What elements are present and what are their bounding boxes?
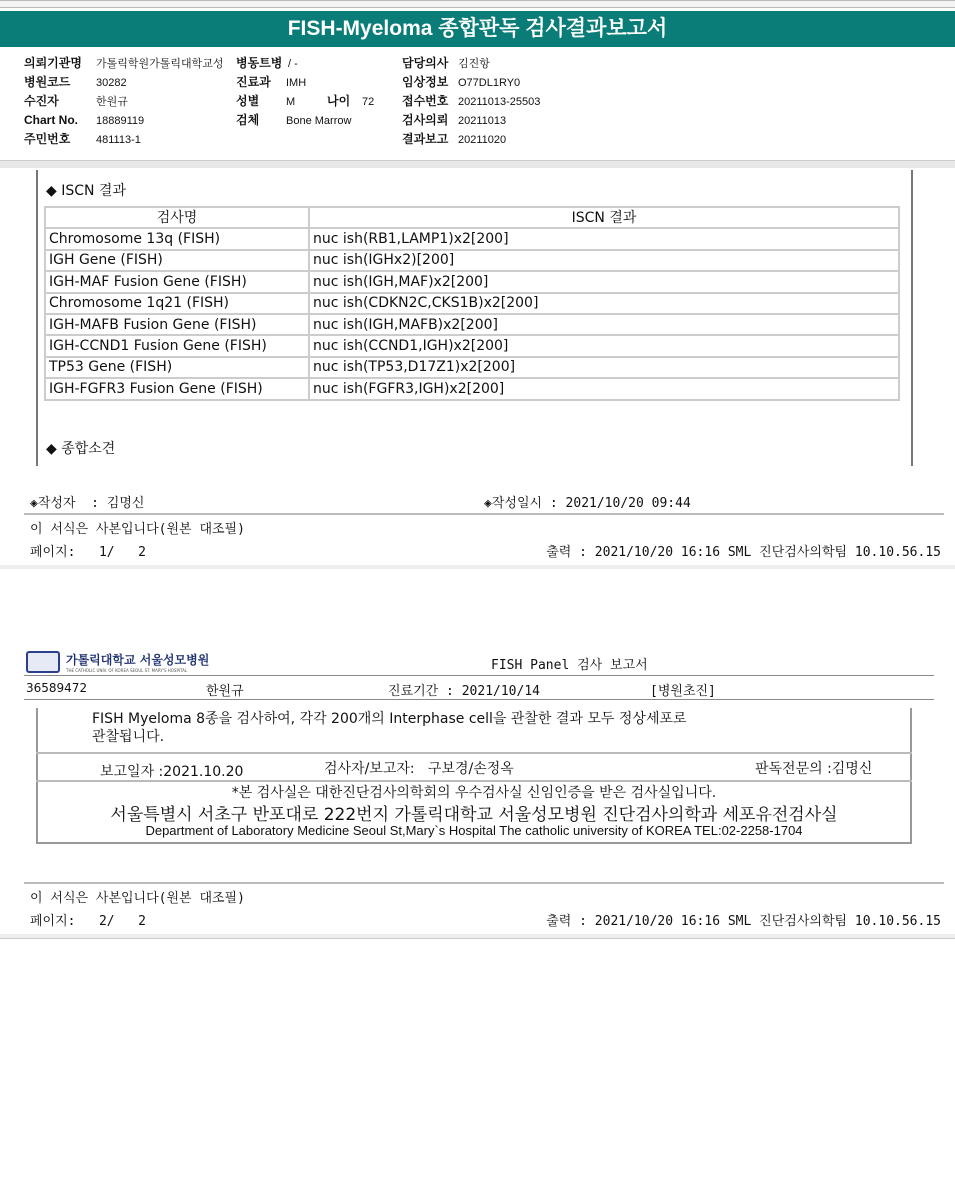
doctor-label: 담당의사 (402, 56, 449, 70)
dept-value: IMH (286, 77, 307, 89)
print-info: 출력 : 2021/10/20 16:16 SML 진단검사의학팀 10.10.56.15 (546, 545, 941, 560)
report-date-label: 결과보고 (402, 132, 449, 146)
visit-type: [병원초진] (650, 684, 716, 699)
test-name: IGH Gene (FISH) (45, 250, 309, 271)
report-date-value: 20211020 (458, 134, 507, 146)
accession-label: 접수번호 (402, 94, 449, 108)
iscn-result: nuc ish(CDKN2C,CKS1B)x2[200] (309, 293, 899, 314)
hospital-sub: THE CATHOLIC UNIV. OF KOREA SEOUL ST. MARY'S HOSPITAL (66, 668, 188, 673)
header-test-name: 검사명 (45, 207, 309, 228)
iscn-result: nuc ish(IGH,MAFB)x2[200] (309, 314, 899, 335)
report-title: FISH-Myeloma 종합판독 검사결과보고서 (0, 11, 955, 47)
treatment-period: 진료기간 : 2021/10/14 (388, 684, 540, 699)
left-rule (36, 170, 38, 466)
test-name: IGH-MAF Fusion Gene (FISH) (45, 271, 309, 292)
age-label: 나이 (327, 94, 351, 108)
hospital-logo (26, 650, 226, 678)
table-row (45, 314, 899, 335)
sex-label: 성별 (236, 94, 260, 108)
id-label: 주민번호 (24, 132, 71, 146)
clinical-info-label: 임상정보 (402, 75, 449, 89)
page-number-2: 페이지: 2/ 2 (30, 914, 146, 929)
sex-value: M (286, 96, 296, 108)
iscn-result: nuc ish(FGFR3,IGH)x2[200] (309, 378, 899, 399)
lab-department: Department of Laboratory Medicine Seoul St,Mary`s Hospital The catholic university of KOREA TEL:02-2258-1704 (145, 823, 803, 838)
test-name: IGH-FGFR3 Fusion Gene (FISH) (45, 378, 309, 399)
iscn-result: nuc ish(IGHx2)[200] (309, 250, 899, 271)
patient-header (24, 54, 944, 154)
dept-label: 진료과 (236, 75, 271, 89)
copy-notice-2: 이 서식은 사본입니다(원본 대조필) (30, 891, 245, 906)
page-break (0, 565, 955, 569)
institution-value: 가톨릭학원가톨릭대학교성 (96, 58, 224, 70)
test-name: Chromosome 13q (FISH) (45, 228, 309, 249)
page2-rule (24, 675, 934, 676)
test-name: IGH-MAFB Fusion Gene (FISH) (45, 314, 309, 335)
table-row (45, 378, 899, 399)
print-info-2: 출력 : 2021/10/20 16:16 SML 진단검사의학팀 10.10.56.15 (546, 914, 941, 929)
test-name: Chromosome 1q21 (FISH) (45, 293, 309, 314)
report-date: 보고일자 :2021.10.20 (100, 764, 244, 780)
iscn-result: nuc ish(CCND1,IGH)x2[200] (309, 335, 899, 356)
table-row (45, 228, 899, 249)
top-border (0, 0, 955, 8)
ward-value: / - (288, 58, 298, 70)
author: ◈작성자 : 김명신 (30, 496, 145, 511)
iscn-table (44, 206, 900, 401)
cert-note: *본 검사실은 대한진단검사의학회의 우수검사실 신임인증을 받은 검사실입니다. (231, 785, 717, 801)
id-value: 481113-1 (96, 134, 141, 146)
table-row (45, 293, 899, 314)
table-row (45, 335, 899, 356)
institution-label: 의뢰기관명 (24, 56, 82, 70)
patient-value: 한원규 (96, 96, 128, 108)
header-separator (0, 160, 955, 168)
hospital-code-label: 병원코드 (24, 75, 71, 89)
header-iscn-result: ISCN 결과 (309, 207, 899, 228)
request-value: 20211013 (458, 115, 507, 127)
table-header-row (45, 207, 899, 228)
findings-rule (36, 752, 912, 754)
page-end (0, 934, 955, 939)
footer-rule-2 (24, 882, 944, 884)
specimen-value: Bone Marrow (286, 115, 352, 127)
chart-label: Chart No. (24, 113, 78, 127)
patient-name: 한원규 (206, 684, 244, 699)
table-row (45, 357, 899, 378)
patient-label: 수진자 (24, 94, 59, 108)
request-label: 검사의뢰 (402, 113, 449, 127)
specimen-label: 검체 (236, 113, 260, 127)
iscn-section-title: ◆ ISCN 결과 (46, 183, 126, 199)
footer-rule (24, 513, 944, 515)
patient-number: 36589472 (26, 681, 88, 695)
iscn-result: nuc ish(RB1,LAMP1)x2[200] (309, 228, 899, 249)
reader: 판독전문의 :김명신 (755, 761, 873, 777)
age-value: 72 (362, 96, 375, 108)
table-row (45, 271, 899, 292)
hospital-code-value: 30282 (96, 77, 127, 89)
test-name: TP53 Gene (FISH) (45, 357, 309, 378)
panel-report-title: FISH Panel 검사 보고서 (491, 658, 648, 673)
iscn-result: nuc ish(TP53,D17Z1)x2[200] (309, 357, 899, 378)
finding-line-1: FISH Myeloma 8종을 검사하여, 각각 200개의 Interphase cell을 관찰한 결과 모두 정상세포로 (92, 711, 687, 727)
ward-label: 병동트병 (236, 56, 283, 70)
written-date: ◈작성일시 : 2021/10/20 09:44 (484, 496, 691, 511)
hospital-name: 가톨릭대학교 서울성모병원 (66, 653, 210, 667)
accession-value: 20211013-25503 (458, 96, 541, 108)
chart-value: 18889119 (96, 115, 145, 127)
right-rule (911, 170, 913, 466)
summary-section-title: ◆ 종합소견 (46, 441, 116, 457)
lab-address: 서울특별시 서초구 반포대로 222번지 가톨릭대학교 서울성모병원 진단검사의학과 세포유전검사실 (110, 805, 838, 825)
page2-rule-2 (24, 699, 934, 700)
page-number: 페이지: 1/ 2 (30, 545, 146, 560)
hospital-emblem-icon (26, 651, 60, 673)
iscn-result: nuc ish(IGH,MAF)x2[200] (309, 271, 899, 292)
table-row (45, 250, 899, 271)
clinical-info-value: O77DL1RY0 (458, 77, 521, 89)
copy-notice: 이 서식은 사본입니다(원본 대조필) (30, 522, 245, 537)
finding-line-2: 관찰됩니다. (92, 729, 165, 745)
doctor-value: 김진항 (458, 58, 490, 70)
examiner: 검사자/보고자: 구보경/손정옥 (324, 761, 514, 777)
test-name: IGH-CCND1 Fusion Gene (FISH) (45, 335, 309, 356)
